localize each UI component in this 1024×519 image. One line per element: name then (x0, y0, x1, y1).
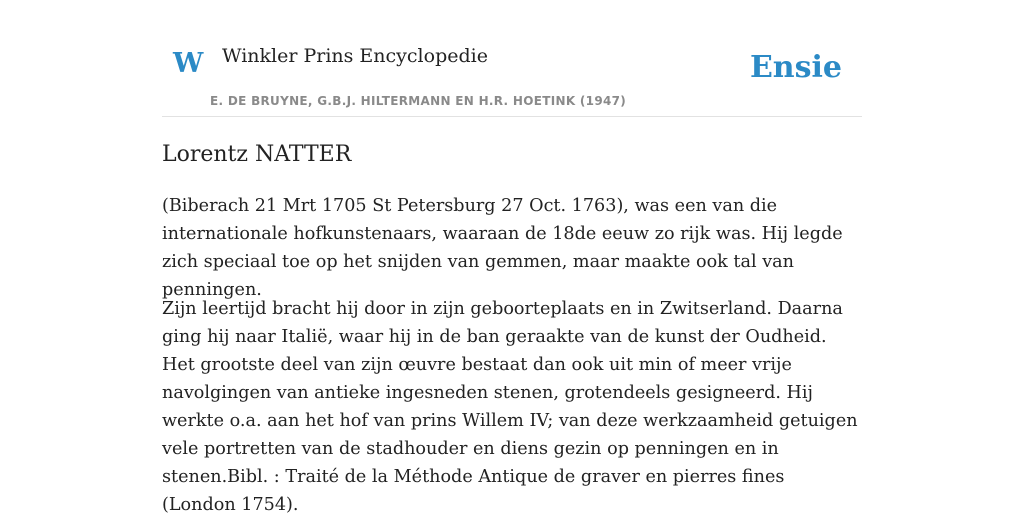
authors-line: E. DE BRUYNE, G.B.J. HILTERMANN EN H.R. HOETINK (1947) (210, 94, 627, 108)
article-paragraph-2: Zijn leertijd bracht hij door in zijn geboorteplaats en in Zwitserland. Daarna ging hij naar Italië, waar hij in de ban geraakte van de kunst der Oudheid. Het grootste deel van zijn œuvre bestaat dan ook uit min of meer vrije navolgingen van antieke ingesneden stenen, grotendeels gesigneerd. Hij werkte o.a. aan het hof van prins Willem IV; van deze werkzaamheid getuigen vele portretten van de stadhouder en diens gezin op penningen en in stenen.Bibl. : Traité de la Méthode Antique de graver en pierres fines (London 1754). (162, 299, 858, 515)
site-header (162, 0, 862, 117)
site-title[interactable]: Winkler Prins Encyclopedie (222, 45, 488, 67)
article-title: Lorentz NATTER (162, 142, 352, 167)
ensie-brand-logo[interactable]: Ensie (749, 50, 842, 85)
article-paragraph-1: (Biberach 21 Mrt 1705 St Petersburg 27 Oct. 1763), was een van die internationale hofkunstenaars, waaraan de 18de eeuw zo rijk was. Hij legde zich speciaal toe op het snijden van gemmen, maar maakte ook tal van penningen. (162, 196, 843, 300)
winkler-prins-logo-icon[interactable]: W (173, 48, 204, 79)
page (162, 0, 862, 515)
